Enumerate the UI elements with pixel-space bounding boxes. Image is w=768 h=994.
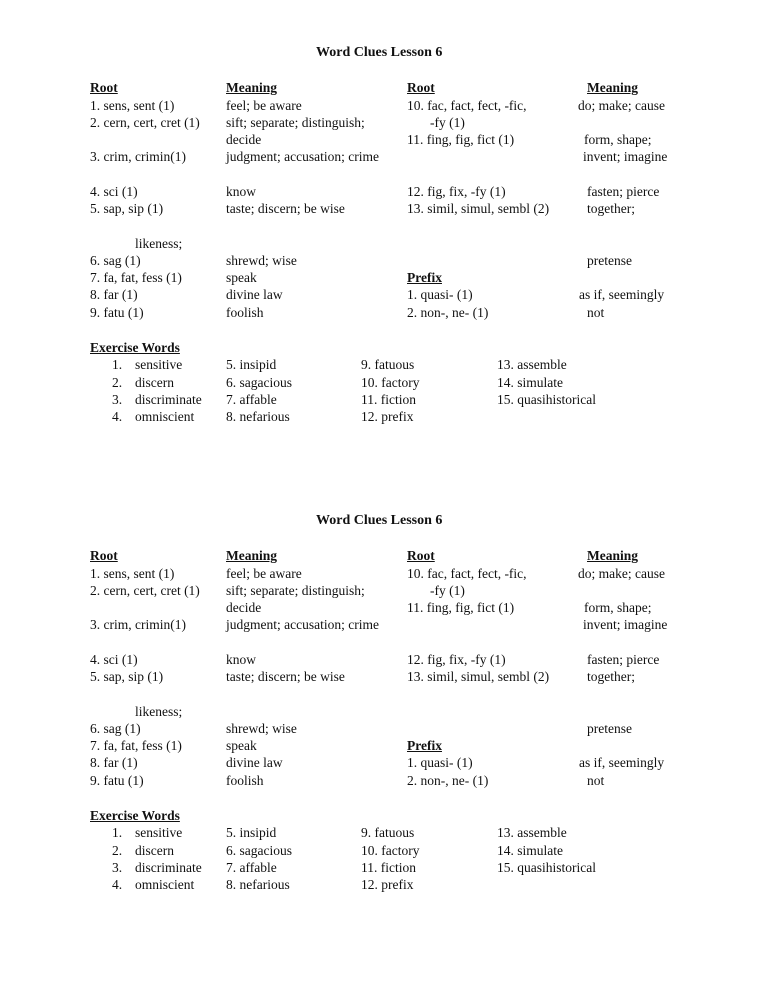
prefix-entry: 1. quasi- (1) xyxy=(407,287,473,302)
exercise-number: 3. xyxy=(112,392,123,407)
root-meaning-continued: pretense xyxy=(587,721,632,736)
root-meaning: taste; discern; be wise xyxy=(226,669,345,684)
root-meaning: feel; be aware xyxy=(226,566,302,581)
root-entry: 8. far (1) xyxy=(90,287,138,302)
root-meaning: taste; discern; be wise xyxy=(226,201,345,216)
exercise-word: 12. prefix xyxy=(361,877,414,892)
root-meaning: speak xyxy=(226,738,257,753)
root-entry: 12. fig, fix, -fy (1) xyxy=(407,184,506,199)
root-meaning-continued: decide xyxy=(226,600,262,615)
exercise-word: omniscient xyxy=(135,409,195,424)
prefix-meaning: not xyxy=(587,773,605,788)
root-meaning: form, shape; xyxy=(584,600,652,615)
exercise-words-header: Exercise Words xyxy=(90,340,180,355)
exercise-number: 4. xyxy=(112,409,123,424)
root-meaning: know xyxy=(226,652,256,667)
root-meaning: shrewd; wise xyxy=(226,721,297,736)
exercise-word: 15. quasihistorical xyxy=(497,392,596,407)
root-meaning: together; xyxy=(587,669,635,684)
root-entry: 4. sci (1) xyxy=(90,652,138,667)
exercise-word: discriminate xyxy=(135,860,202,875)
exercise-word: 5. insipid xyxy=(226,825,277,840)
page-title: Word Clues Lesson 6 xyxy=(316,45,443,60)
root-entry: 9. fatu (1) xyxy=(90,773,144,788)
exercise-word: 9. fatuous xyxy=(361,357,415,372)
root-entry: 11. fing, fig, fict (1) xyxy=(407,600,515,615)
exercise-number: 2. xyxy=(112,375,123,390)
root-meaning: judgment; accusation; crime xyxy=(226,149,379,164)
exercise-word: 12. prefix xyxy=(361,409,414,424)
root-meaning-continued: pretense xyxy=(587,253,632,268)
exercise-word: 9. fatuous xyxy=(361,825,415,840)
prefix-entry: 2. non-, ne- (1) xyxy=(407,305,489,320)
root-entry: 2. cern, cert, cret (1) xyxy=(90,115,200,130)
root-entry: 5. sap, sip (1) xyxy=(90,669,164,684)
root-meaning: divine law xyxy=(226,287,283,302)
root-meaning: do; make; cause xyxy=(578,98,665,113)
root-meaning: divine law xyxy=(226,755,283,770)
root-entry: 3. crim, crimin(1) xyxy=(90,149,186,164)
root-meaning: foolish xyxy=(226,305,264,320)
exercise-number: 4. xyxy=(112,877,123,892)
root-meaning: foolish xyxy=(226,773,264,788)
exercise-word: 10. factory xyxy=(361,843,420,858)
root-entry: 7. fa, fat, fess (1) xyxy=(90,738,182,753)
exercise-word: 10. factory xyxy=(361,375,420,390)
meaning-header-right: Meaning xyxy=(587,80,639,95)
exercise-word: discern xyxy=(135,843,174,858)
root-entry: 7. fa, fat, fess (1) xyxy=(90,270,182,285)
exercise-word: 13. assemble xyxy=(497,357,567,372)
meaning-header-left: Meaning xyxy=(226,80,278,95)
root-header-left: Root xyxy=(90,548,118,563)
exercise-word: sensitive xyxy=(135,825,183,840)
exercise-word: 8. nefarious xyxy=(226,877,290,892)
exercise-word: discriminate xyxy=(135,392,202,407)
root-meaning-continued: decide xyxy=(226,132,262,147)
root-entry: 6. sag (1) xyxy=(90,253,141,268)
prefix-meaning: as if, seemingly xyxy=(579,287,665,302)
exercise-word: 13. assemble xyxy=(497,825,567,840)
prefix-meaning: as if, seemingly xyxy=(579,755,665,770)
exercise-word: 8. nefarious xyxy=(226,409,290,424)
root-entry: 10. fac, fact, fect, -fic, xyxy=(407,566,527,581)
root-header-right: Root xyxy=(407,80,435,95)
root-entry: 1. sens, sent (1) xyxy=(90,98,175,113)
exercise-word: 5. insipid xyxy=(226,357,277,372)
root-entry: 13. simil, simul, sembl (2) xyxy=(407,201,550,216)
root-entry: 2. cern, cert, cret (1) xyxy=(90,583,200,598)
root-entry: 12. fig, fix, -fy (1) xyxy=(407,652,506,667)
root-entry: 1. sens, sent (1) xyxy=(90,566,175,581)
root-meaning: shrewd; wise xyxy=(226,253,297,268)
exercise-word: 15. quasihistorical xyxy=(497,860,596,875)
root-meaning-continued: invent; imagine xyxy=(583,617,668,632)
root-entry: 11. fing, fig, fict (1) xyxy=(407,132,515,147)
root-entry: 13. simil, simul, sembl (2) xyxy=(407,669,550,684)
root-meaning: sift; separate; distinguish; xyxy=(226,583,365,598)
exercise-word: 7. affable xyxy=(226,392,277,407)
exercise-word: 7. affable xyxy=(226,860,277,875)
exercise-word: 14. simulate xyxy=(497,375,563,390)
root-meaning: fasten; pierce xyxy=(587,184,660,199)
exercise-word: discern xyxy=(135,375,174,390)
root-meaning: feel; be aware xyxy=(226,98,302,113)
root-meaning: judgment; accusation; crime xyxy=(226,617,379,632)
prefix-header: Prefix xyxy=(407,270,442,285)
root-meaning: together; xyxy=(587,201,635,216)
root-entry: 4. sci (1) xyxy=(90,184,138,199)
handout-copy-2 xyxy=(0,468,768,908)
prefix-meaning: not xyxy=(587,305,605,320)
exercise-word: sensitive xyxy=(135,357,183,372)
root-entry: 9. fatu (1) xyxy=(90,305,144,320)
prefix-entry: 1. quasi- (1) xyxy=(407,755,473,770)
page-title: Word Clues Lesson 6 xyxy=(316,513,443,528)
root-meaning-continued: invent; imagine xyxy=(583,149,668,164)
root-meaning: speak xyxy=(226,270,257,285)
root-header-right: Root xyxy=(407,548,435,563)
exercise-words-header: Exercise Words xyxy=(90,808,180,823)
exercise-word: 6. sagacious xyxy=(226,843,292,858)
root-meaning: sift; separate; distinguish; xyxy=(226,115,365,130)
exercise-word: 11. fiction xyxy=(361,860,416,875)
exercise-word: 6. sagacious xyxy=(226,375,292,390)
meaning-header-left: Meaning xyxy=(226,548,278,563)
exercise-word: 11. fiction xyxy=(361,392,416,407)
exercise-number: 3. xyxy=(112,860,123,875)
root-entry: 8. far (1) xyxy=(90,755,138,770)
root-meaning: know xyxy=(226,184,256,199)
root-meaning: fasten; pierce xyxy=(587,652,660,667)
root-entry: 6. sag (1) xyxy=(90,721,141,736)
exercise-number: 1. xyxy=(112,825,123,840)
root-header-left: Root xyxy=(90,80,118,95)
root-meaning-wrapped: likeness; xyxy=(135,704,183,719)
root-entry-continued: -fy (1) xyxy=(430,115,465,130)
root-entry: 5. sap, sip (1) xyxy=(90,201,164,216)
exercise-word: omniscient xyxy=(135,877,195,892)
root-meaning: do; make; cause xyxy=(578,566,665,581)
prefix-header: Prefix xyxy=(407,738,442,753)
root-entry-continued: -fy (1) xyxy=(430,583,465,598)
exercise-number: 1. xyxy=(112,357,123,372)
root-entry: 10. fac, fact, fect, -fic, xyxy=(407,98,527,113)
prefix-entry: 2. non-, ne- (1) xyxy=(407,773,489,788)
meaning-header-right: Meaning xyxy=(587,548,639,563)
exercise-word: 14. simulate xyxy=(497,843,563,858)
handout-copy-1 xyxy=(0,0,768,440)
root-meaning-wrapped: likeness; xyxy=(135,236,183,251)
root-meaning: form, shape; xyxy=(584,132,652,147)
root-entry: 3. crim, crimin(1) xyxy=(90,617,186,632)
exercise-number: 2. xyxy=(112,843,123,858)
